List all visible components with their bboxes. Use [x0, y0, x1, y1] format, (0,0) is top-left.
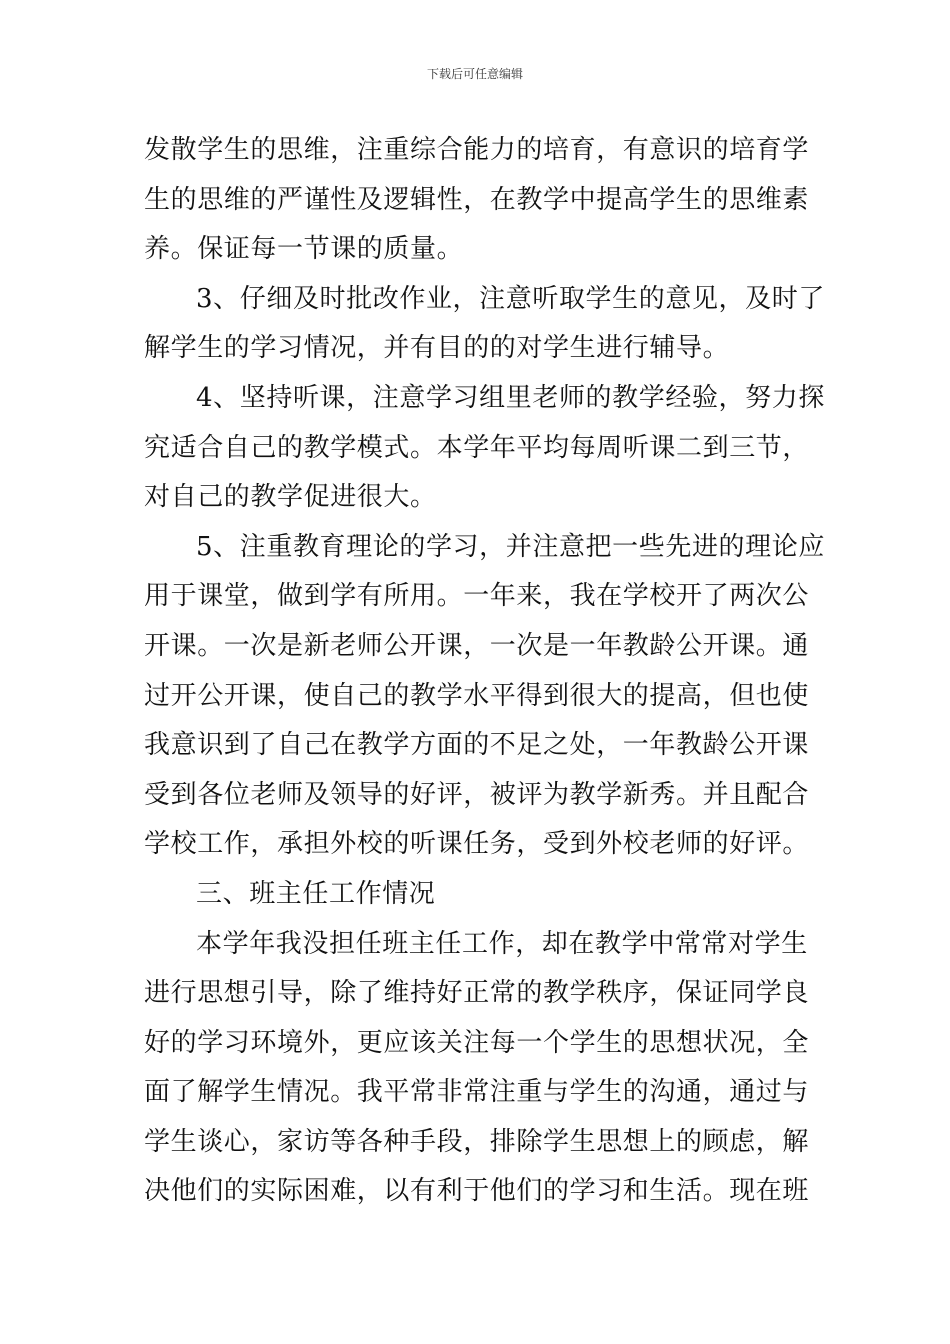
text-line: 3、仔细及时批改作业，注意听取学生的意见，及时了	[196, 283, 825, 314]
text-line: 4、坚持听课，注意学习组里老师的教学经验，努力探	[196, 382, 825, 413]
text-line: 面了解学生情况。我平常非常注重与学生的沟通，通过与	[144, 1077, 810, 1108]
text-line: 发散学生的思维，注重综合能力的培育，有意识的培育学	[144, 135, 810, 165]
text-line: 对自己的教学促进很大。	[144, 482, 437, 513]
text-line: 好的学习环境外，更应该关注每一个学生的思想状况，全	[144, 1027, 810, 1058]
text-line: 究适合自己的教学模式。本学年平均每周听课二到三节，	[144, 432, 810, 463]
text-line: 我意识到了自己在教学方面的不足之处，一年教龄公开课	[144, 730, 810, 761]
text-line: 养。保证每一节课的质量。	[144, 234, 464, 265]
text-line: 本学年我没担任班主任工作，却在教学中常常对学生	[196, 928, 808, 959]
text-line: 开课。一次是新老师公开课，一次是一年教龄公开课。通	[144, 630, 810, 661]
text-line: 学校工作，承担外校的听课任务，受到外校老师的好评。	[144, 829, 810, 860]
document-body	[144, 126, 825, 1217]
text-line: 受到各位老师及领导的好评，被评为教学新秀。并且配合	[144, 779, 810, 810]
text-line: 用于课堂，做到学有所用。一年来，我在学校开了两次公	[144, 581, 810, 612]
text-line: 进行思想引导，除了维持好正常的教学秩序，保证同学良	[144, 978, 810, 1009]
text-line: 学生谈心，家访等各种手段，排除学生思想上的顾虑，解	[144, 1126, 810, 1157]
text-line: 过开公开课，使自己的教学水平得到很大的提高，但也使	[144, 680, 810, 711]
text-line: 三、班主任工作情况	[196, 878, 436, 909]
page-header: 下载后可任意编辑	[426, 67, 523, 81]
text-line: 5、注重教育理论的学习，并注意把一些先进的理论应	[196, 531, 825, 562]
text-line: 决他们的实际困难，以有利于他们的学习和生活。现在班	[144, 1176, 810, 1207]
text-line: 解学生的学习情况，并有目的的对学生进行辅导。	[144, 333, 730, 364]
text-line: 生的思维的严谨性及逻辑性，在教学中提高学生的思维素	[144, 184, 810, 215]
